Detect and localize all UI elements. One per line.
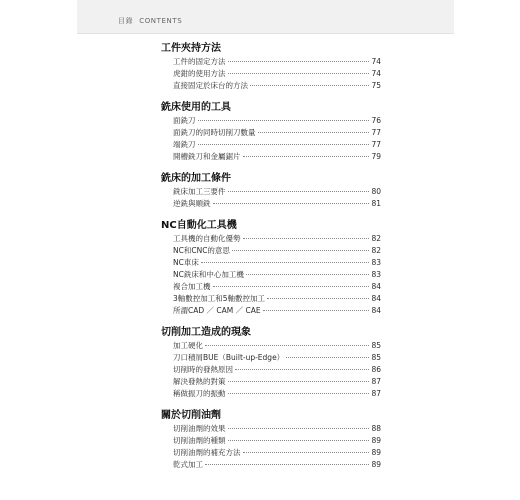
dot-leader <box>198 144 370 145</box>
toc-entry-label: 所謂CAD ／ CAM ／ CAE <box>173 306 261 315</box>
toc-entry[interactable] <box>161 352 381 364</box>
section-title: 切削加工造成的現象 <box>161 327 251 338</box>
dot-leader <box>263 310 369 311</box>
toc-entry-page: 88 <box>371 424 381 433</box>
dot-leader <box>258 132 370 133</box>
toc-entry-page: 79 <box>371 152 381 161</box>
toc-entry-page: 87 <box>371 389 381 398</box>
toc-entry[interactable] <box>161 80 381 92</box>
toc-entry-label: 工件的固定方法 <box>173 57 226 66</box>
toc-entry[interactable] <box>161 269 381 281</box>
toc-entry[interactable] <box>161 56 381 68</box>
toc-entry-label: 工具機的自動化優勢 <box>173 234 241 243</box>
toc-entry-page: 77 <box>371 140 381 149</box>
toc-entry-label: NC和CNC的意思 <box>173 246 230 255</box>
dot-leader <box>250 85 369 86</box>
toc-entry-label: 端銑刀 <box>173 140 196 149</box>
section-title: 銑床使用的工具 <box>161 102 231 113</box>
dot-leader <box>243 238 370 239</box>
toc-entry-label: 虎鉗的使用方法 <box>173 69 226 78</box>
toc-entry-page: 74 <box>371 69 381 78</box>
dot-leader <box>228 393 370 394</box>
dot-leader <box>201 262 369 263</box>
section-title: NC自動化工具機 <box>161 220 237 231</box>
section-title: 關於切削油劑 <box>161 410 221 421</box>
toc-entry-page: 82 <box>371 246 381 255</box>
toc-entry[interactable] <box>161 305 381 317</box>
table-of-contents <box>161 40 381 471</box>
toc-entry-page: 89 <box>371 436 381 445</box>
toc-entry-label: NC銑床和中心加工機 <box>173 270 244 279</box>
toc-entry[interactable] <box>161 257 381 269</box>
header-chapter: 目錄 <box>118 17 134 25</box>
toc-entry[interactable] <box>161 388 381 400</box>
toc-entry-label: 面銑刀的同時切削刀數量 <box>173 128 256 137</box>
toc-entry[interactable] <box>161 376 381 388</box>
toc-entry[interactable] <box>161 293 381 305</box>
toc-entry[interactable] <box>161 423 381 435</box>
toc-section-machining-conditions <box>161 172 381 210</box>
toc-entry-page: 89 <box>371 460 381 469</box>
dot-leader <box>213 203 370 204</box>
toc-entry-label: 逆銑與順銑 <box>173 199 211 208</box>
toc-entry-label: 切削油劑的補充方法 <box>173 448 241 457</box>
toc-entry-page: 83 <box>371 258 381 267</box>
toc-entry-label: 直接固定於床台的方法 <box>173 81 248 90</box>
toc-section-workholding <box>161 42 381 92</box>
toc-section-milling-tools <box>161 101 381 163</box>
dot-leader <box>267 298 369 299</box>
toc-entry-page: 77 <box>371 128 381 137</box>
section-title: 銑床的加工條件 <box>161 173 231 184</box>
dot-leader <box>228 440 370 441</box>
toc-entry-page: 82 <box>371 234 381 243</box>
toc-entry-page: 89 <box>371 448 381 457</box>
dot-leader <box>198 120 370 121</box>
dot-leader <box>228 428 370 429</box>
toc-entry[interactable] <box>161 459 381 471</box>
toc-entry-page: 76 <box>371 116 381 125</box>
toc-entry-label: NC車床 <box>173 258 199 267</box>
toc-entry[interactable] <box>161 186 381 198</box>
dot-leader <box>205 464 369 465</box>
toc-entry[interactable] <box>161 245 381 257</box>
toc-section-nc-machines <box>161 219 381 317</box>
toc-entry-label: 切削油劑的效果 <box>173 424 226 433</box>
toc-entry-page: 81 <box>371 199 381 208</box>
toc-entry-page: 83 <box>371 270 381 279</box>
toc-entry-page: 84 <box>371 294 381 303</box>
dot-leader <box>286 357 369 358</box>
dot-leader <box>243 452 370 453</box>
toc-entry-page: 85 <box>371 353 381 362</box>
toc-entry-label: 刀口積屑BUE（Built-up-Edge） <box>173 353 285 362</box>
toc-entry-label: 切削油劑的種類 <box>173 436 226 445</box>
toc-entry[interactable] <box>161 115 381 127</box>
toc-entry-page: 80 <box>371 187 381 196</box>
toc-entry-label: 加工硬化 <box>173 341 203 350</box>
dot-leader <box>213 286 370 287</box>
toc-entry-label: 切削時的發熱原因 <box>173 365 233 374</box>
toc-entry[interactable] <box>161 198 381 210</box>
toc-entry[interactable] <box>161 340 381 352</box>
toc-section-cutting-fluids <box>161 409 381 471</box>
dot-leader <box>235 369 369 370</box>
header-contents-label: CONTENTS <box>139 17 183 25</box>
toc-entry-page: 74 <box>371 57 381 66</box>
dot-leader <box>228 73 370 74</box>
dot-leader <box>228 381 370 382</box>
toc-entry-page: 84 <box>371 282 381 291</box>
toc-entry[interactable] <box>161 127 381 139</box>
dot-leader <box>228 61 370 62</box>
toc-entry[interactable] <box>161 364 381 376</box>
toc-entry-page: 75 <box>371 81 381 90</box>
toc-entry-label: 複合加工機 <box>173 282 211 291</box>
dot-leader <box>243 156 370 157</box>
dot-leader <box>205 345 369 346</box>
toc-entry-label: 3軸數控加工和5軸數控加工 <box>173 294 266 303</box>
toc-entry-page: 85 <box>371 341 381 350</box>
toc-entry-page: 84 <box>371 306 381 315</box>
toc-entry-label: 稱做振刀的振動 <box>173 389 226 398</box>
toc-entry-label: 開槽銑刀和金屬鋸片 <box>173 152 241 161</box>
toc-entry[interactable] <box>161 447 381 459</box>
dot-leader <box>228 191 370 192</box>
section-title: 工件夾持方法 <box>161 43 221 54</box>
toc-entry-label: 解決發熱的對策 <box>173 377 226 386</box>
toc-entry[interactable] <box>161 233 381 245</box>
toc-entry-label: 乾式加工 <box>173 460 203 469</box>
toc-section-cutting-phenomena <box>161 326 381 400</box>
toc-entry-label: 面銑刀 <box>173 116 196 125</box>
dot-leader <box>232 250 369 251</box>
toc-entry-page: 87 <box>371 377 381 386</box>
dot-leader <box>246 274 369 275</box>
toc-entry[interactable] <box>161 435 381 447</box>
toc-entry[interactable] <box>161 139 381 151</box>
toc-entry[interactable] <box>161 281 381 293</box>
toc-entry-label: 銑床加工三要件 <box>173 187 226 196</box>
page-header <box>77 0 454 34</box>
header-text <box>118 16 182 26</box>
toc-entry[interactable] <box>161 68 381 80</box>
toc-entry-page: 86 <box>371 365 381 374</box>
toc-entry[interactable] <box>161 151 381 163</box>
